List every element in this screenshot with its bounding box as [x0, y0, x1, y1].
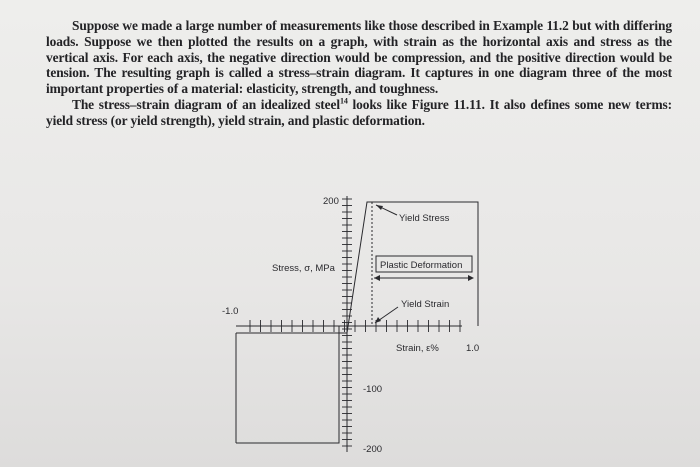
- strain-axis-ticks: [250, 320, 460, 332]
- curve-compression: [236, 326, 339, 443]
- y-axis-label: Stress, σ, MPa: [272, 263, 335, 274]
- x-tick-neg1: -1.0: [222, 306, 239, 317]
- plastic-deformation-label: Plastic Deformation: [380, 260, 463, 271]
- paragraph-2-text-b: looks like Figure 11.11. It also defines some new terms:: [347, 96, 673, 112]
- paragraph-2-terms: yield stress (or yield strength), yield strain, and plastic deformation.: [46, 112, 425, 128]
- y-tick-neg100: -100: [363, 384, 383, 395]
- yield-stress-label: Yield Stress: [399, 213, 450, 224]
- x-tick-1: 1.0: [466, 343, 480, 354]
- x-axis-label: Strain, ε%: [396, 343, 439, 354]
- yield-strain-label: Yield Strain: [401, 299, 450, 310]
- y-tick-200: 200: [323, 196, 339, 207]
- plastic-left-arrowhead: [374, 275, 380, 281]
- paragraph-1-text-b: It captures in one diagram three of the most important properties of a material: elasticity, strength, and toughness.: [46, 65, 672, 97]
- y-tick-neg200: -200: [363, 444, 383, 455]
- yield-stress-arrowhead: [376, 205, 383, 210]
- footnote-marker[interactable]: 14: [339, 96, 348, 106]
- plastic-right-arrowhead: [468, 275, 474, 281]
- term-stress-strain-diagram: stress–strain diagram.: [278, 65, 406, 81]
- paragraph-1-text-a: Suppose we made a large number of measurements like those described in Example 11.2 but with differing loads. Suppose we then plotted the results on a graph, with strain as the horizontal axis and stress as the vertical axis. For each axis, the negative direction would be compression, and the positive direction would be tension. The resulting graph is called a: [46, 18, 672, 81]
- paragraph-2-text-a: The stress–strain diagram of an idealized steel: [72, 96, 340, 112]
